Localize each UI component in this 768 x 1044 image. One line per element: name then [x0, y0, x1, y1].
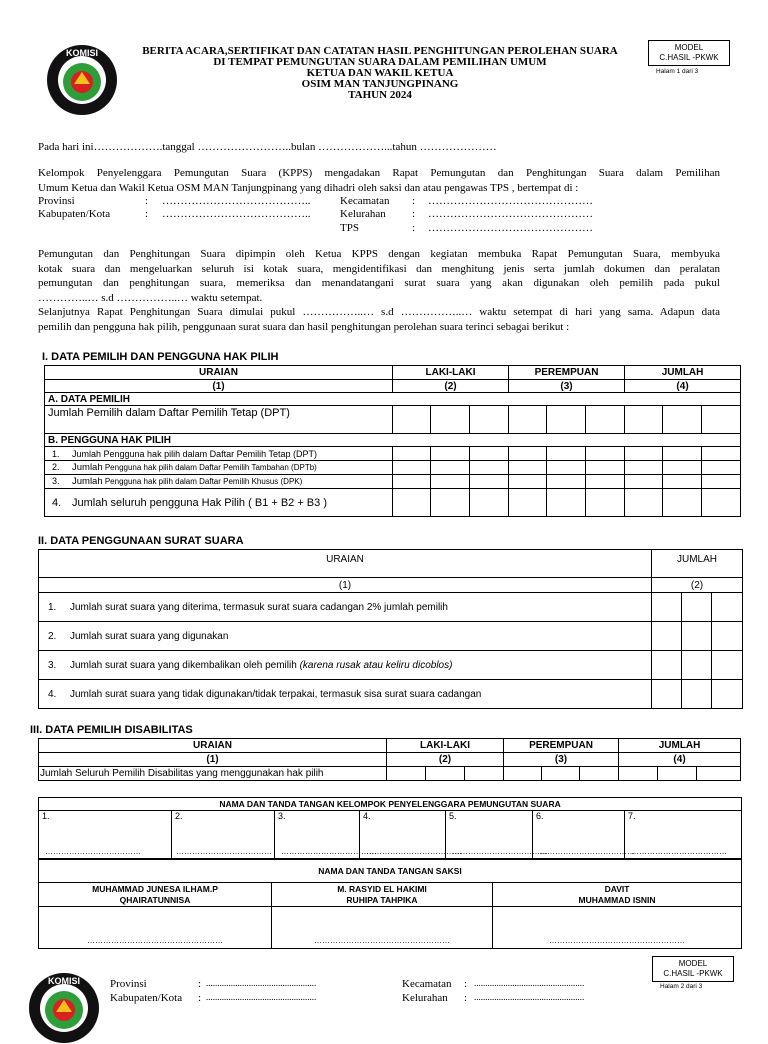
digit-cell[interactable]	[625, 406, 663, 434]
kpps-signature-5[interactable]: 5. ………………………………	[446, 811, 533, 859]
section2-title: II. DATA PENGGUNAAN SURAT SUARA	[38, 535, 244, 547]
header-laki-laki: LAKI-LAKI	[387, 739, 504, 753]
kecamatan-field: .................................................	[474, 978, 585, 988]
intro-paragraph: Kelompok Penyelenggara Pemungutan Suara (KPPS) mengadakan Rapat Pemungutan dan Penghitungan Suara dalam Pemilihan Umum Ketua dan Wakil Ketua OSM MAN Tanjungpinang yang dihadri oleh saksi dan atau pengawas TPS , bertempat di :	[38, 167, 720, 194]
kpps-signature-1[interactable]: 1. ………………………………	[39, 811, 172, 859]
logo-top-text: KOMISI	[47, 976, 81, 986]
col-number: (2)	[652, 578, 743, 593]
section3-table	[38, 738, 741, 781]
table-row	[45, 406, 741, 434]
saksi-signature-2[interactable]: ……………………………………………	[272, 907, 493, 949]
kelurahan-label: Kelurahan	[402, 992, 448, 1004]
saksi-signature-1[interactable]: ……………………………………………	[39, 907, 272, 949]
row-dpt-label: Jumlah Pemilih dalam Daftar Pemilih Tetap (DPT)	[45, 406, 393, 434]
colon: :	[412, 195, 416, 207]
kecamatan-label: Kecamatan	[402, 978, 452, 990]
tps-label: TPS	[340, 222, 359, 234]
header-uraian: URAIAN	[45, 366, 393, 380]
col-number: (2)	[387, 753, 504, 767]
header-uraian: URAIAN	[39, 739, 387, 753]
col-number: (4)	[625, 380, 741, 393]
kabupaten-label: Kabupaten/Kota	[38, 208, 111, 220]
digit-cell[interactable]	[470, 406, 509, 434]
digit-cell[interactable]	[702, 406, 741, 434]
col-number: (1)	[39, 578, 652, 593]
digit-cell[interactable]	[663, 406, 702, 434]
col-number: (3)	[504, 753, 619, 767]
header-jumlah: JUMLAH	[652, 550, 743, 578]
tps-field: ………………………………………	[428, 222, 593, 234]
kpps-signature-3[interactable]: 3. ………………………………	[275, 811, 360, 859]
saksi-names-3: DAVIT MUHAMMAD ISNIN	[493, 883, 742, 907]
header-jumlah: JUMLAH	[619, 739, 741, 753]
header-jumlah: JUMLAH	[625, 366, 741, 380]
row-b1-label: 1. Jumlah Pengguna hak pilih dalam Daftar Pemilih Tetap (DPT)	[45, 447, 393, 461]
col-number: (3)	[509, 380, 625, 393]
voting-paragraph: Pemungutan dan Penghitungan Suara dipimpin oleh Ketua KPPS dengan kegiatan membuka Rapat Pemungutan Suara, membyuka kotak suara dan mengeluarkan seluruh isi kotak suara, mengidentifikasi dan menghitung jenis serta jumlah dokumen dan peralatan pemungutan dan penghitungan suara, memeriksa dan menandatangani surat suara yang akan digunakan oleh pemilih pada pukul …………..… s.d ……………..… waktu setempat. Selanjutnya Rapat Penghitungan Suara dimulai pukul ……………..… s.d ……………..… waktu setempat di hari yang sama. Adapun data pemilih dan pengguna hak pilih, penggunaan surat suara dan hasil penghitungan perolehan suara terinci sebagai berikut :	[38, 248, 720, 333]
kelurahan-field: ………………………………………	[428, 208, 593, 220]
table-row	[45, 489, 741, 517]
row-label: 2. Jumlah surat suara yang digunakan	[39, 622, 652, 651]
colon: :	[464, 978, 468, 990]
table-row	[39, 593, 743, 622]
table-row	[45, 475, 741, 489]
kpps-signature-2[interactable]: 2. ………………………………	[172, 811, 275, 859]
section3-title: III. DATA PEMILIH DISABILITAS	[30, 724, 193, 736]
colon: :	[145, 195, 149, 207]
kpps-signature-6[interactable]: 6. ………………………………	[533, 811, 625, 859]
saksi-signature-3[interactable]: ……………………………………………	[493, 907, 742, 949]
kabupaten-field: …………………………………..	[162, 208, 311, 220]
kpps-signature-4[interactable]: 4. ………………………………	[360, 811, 446, 859]
digit-cell[interactable]	[393, 406, 431, 434]
kelurahan-field: .................................................	[474, 992, 585, 1002]
colon: :	[198, 978, 202, 990]
digit-cell[interactable]	[586, 406, 625, 434]
provinsi-label: Provinsi	[110, 978, 147, 990]
date-line: Pada hari ini……………….tanggal ……………………..bulan ………………...tahun …………………	[38, 141, 497, 153]
section2-table	[38, 549, 743, 709]
colon: :	[145, 208, 149, 220]
table-row	[39, 767, 741, 781]
table-row	[45, 461, 741, 475]
colon: :	[464, 992, 468, 1004]
signature-table	[38, 797, 742, 859]
kabupaten-field: .................................................	[206, 992, 317, 1002]
model-box-page2: MODEL C.HASIL -PKWK	[652, 956, 734, 982]
row-label: 4. Jumlah surat suara yang tidak digunakan/tidak terpakai, termasuk sisa surat suara cadangan	[39, 680, 652, 709]
page-label: Halam 1 dari 3	[656, 68, 699, 75]
row-b3-label: 3. Jumlah Pengguna hak pilih dalam Daftar Pemilih Khusus (DPK)	[45, 475, 393, 489]
digit-cell[interactable]	[509, 406, 547, 434]
kpps-signature-7[interactable]: 7. ………………………………	[625, 811, 742, 859]
osim-logo-page2	[28, 972, 100, 1044]
col-number: (1)	[39, 753, 387, 767]
provinsi-label: Provinsi	[38, 195, 75, 207]
digit-cell[interactable]	[431, 406, 470, 434]
row-disabilitas-label: Jumlah Seluruh Pemilih Disabilitas yang menggunakan hak pilih	[39, 767, 387, 781]
col-number: (4)	[619, 753, 741, 767]
row-label: 3. Jumlah surat suara yang dikembalikan oleh pemilih (karena rusak atau keliru dicoblos)	[39, 651, 652, 680]
saksi-title: NAMA DAN TANDA TANGAN SAKSI	[39, 860, 742, 883]
kecamatan-label: Kecamatan	[340, 195, 390, 207]
col-number: (2)	[393, 380, 509, 393]
provinsi-field: .................................................	[206, 978, 317, 988]
table-row	[39, 651, 743, 680]
provinsi-field: …………………………………..	[162, 195, 311, 207]
table-row	[45, 447, 741, 461]
group-b-label: B. PENGGUNA HAK PILIH	[45, 434, 741, 447]
colon: :	[412, 208, 416, 220]
group-a-label: A. DATA PEMILIH	[45, 393, 741, 406]
header-perempuan: PEREMPUAN	[504, 739, 619, 753]
logo-top-text: KOMISI	[65, 48, 99, 58]
saksi-table	[38, 859, 742, 949]
section1-title: I. DATA PEMILIH DAN PENGGUNA HAK PILIH	[42, 351, 279, 363]
saksi-names-2: M. RASYID EL HAKIMI RUHIPA TAHPIKA	[272, 883, 493, 907]
header-uraian: URAIAN	[39, 550, 652, 578]
row-b4-label: 4. Jumlah seluruh pengguna Hak Pilih ( B1 + B2 + B3 )	[45, 489, 393, 517]
table-row	[39, 622, 743, 651]
document-title: BERITA ACARA,SERTIFIKAT DAN CATATAN HASIL PENGHITUNGAN PEROLEHAN SUARA DI TEMPAT PEMUNGUTAN SUARA DALAM PEMILIHAN UMUM KETUA DAN WAKIL KETUA OSIM MAN TANJUNGPINANG TAHUN 2024	[142, 45, 618, 101]
colon: :	[198, 992, 202, 1004]
section1-table	[44, 365, 741, 517]
row-b2-label: 2. Jumlah Pengguna hak pilih dalam Daftar Pemilih Tambahan (DPTb)	[45, 461, 393, 475]
page-label-page2: Halam 2 dari 3	[660, 983, 703, 990]
row-label: 1. Jumlah surat suara yang diterima, termasuk surat suara cadangan 2% jumlah pemilih	[39, 593, 652, 622]
colon: :	[412, 222, 416, 234]
kpps-title: NAMA DAN TANDA TANGAN KELOMPOK PENYELENGGARA PEMUNGUTAN SUARA	[39, 798, 742, 811]
table-row	[39, 680, 743, 709]
saksi-names-1: MUHAMMAD JUNESA ILHAM.P QHAIRATUNNISA	[39, 883, 272, 907]
header-laki-laki: LAKI-LAKI	[393, 366, 509, 380]
header-perempuan: PEREMPUAN	[509, 366, 625, 380]
kabupaten-label: Kabupaten/Kota	[110, 992, 183, 1004]
kelurahan-label: Kelurahan	[340, 208, 386, 220]
kecamatan-field: ………………………………………	[428, 195, 593, 207]
digit-cell[interactable]	[547, 406, 586, 434]
col-number: (1)	[45, 380, 393, 393]
model-box: MODEL C.HASIL -PKWK	[648, 40, 730, 66]
